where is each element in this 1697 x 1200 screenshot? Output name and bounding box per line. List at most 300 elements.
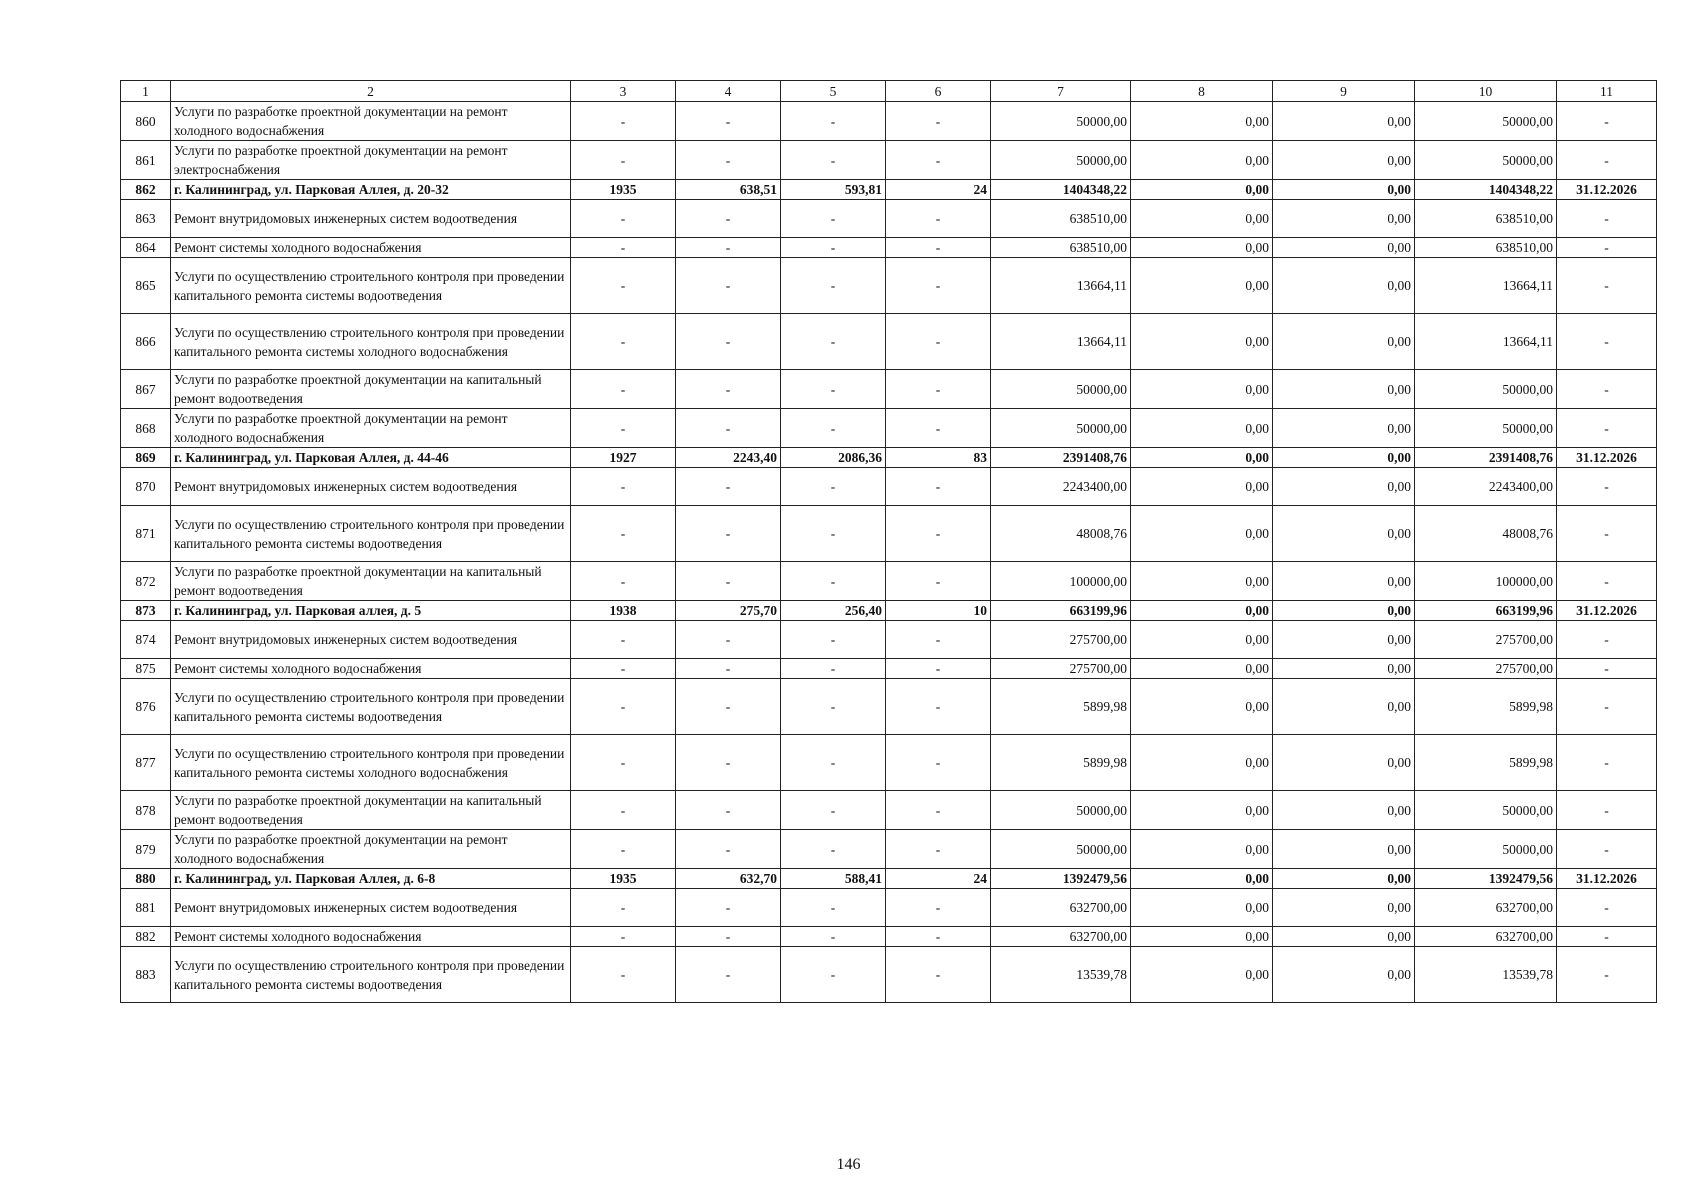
- address-row: [121, 601, 1657, 621]
- col-4-cell: -: [676, 791, 781, 830]
- col-7-cell: 1404348,22: [991, 180, 1131, 200]
- col-8-cell: 0,00: [1131, 659, 1273, 679]
- col-4-cell: -: [676, 238, 781, 258]
- col-10-cell: 638510,00: [1415, 200, 1557, 238]
- table-row: [121, 238, 1657, 258]
- col-4-cell: 2243,40: [676, 448, 781, 468]
- document-page: [120, 80, 1656, 1003]
- col-8-cell: 0,00: [1131, 409, 1273, 448]
- table-row: [121, 679, 1657, 735]
- col-6-cell: -: [886, 791, 991, 830]
- column-header: 9: [1273, 81, 1415, 102]
- row-number-cell: 868: [121, 409, 171, 448]
- item-name-cell: Услуги по осуществлению строительного контроля при проведении капитального ремонта системы холодного водоснабжения: [171, 314, 571, 370]
- col-11-cell: -: [1557, 141, 1657, 180]
- col-7-cell: 638510,00: [991, 238, 1131, 258]
- col-3-cell: -: [571, 679, 676, 735]
- col-11-cell: -: [1557, 659, 1657, 679]
- item-name-cell: Услуги по разработке проектной документации на капитальный ремонт водоотведения: [171, 562, 571, 601]
- item-name-cell: Услуги по разработке проектной документации на ремонт холодного водоснабжения: [171, 830, 571, 869]
- col-6-cell: -: [886, 409, 991, 448]
- col-6-cell: -: [886, 102, 991, 141]
- col-11-cell: -: [1557, 506, 1657, 562]
- col-4-cell: 275,70: [676, 601, 781, 621]
- column-header: 3: [571, 81, 676, 102]
- col-4-cell: -: [676, 830, 781, 869]
- col-10-cell: 275700,00: [1415, 659, 1557, 679]
- col-9-cell: 0,00: [1273, 679, 1415, 735]
- col-11-cell: -: [1557, 927, 1657, 947]
- col-11-cell: -: [1557, 200, 1657, 238]
- item-name-cell: Услуги по осуществлению строительного контроля при проведении капитального ремонта системы водоотведения: [171, 679, 571, 735]
- col-9-cell: 0,00: [1273, 180, 1415, 200]
- col-3-cell: 1935: [571, 180, 676, 200]
- row-number-cell: 872: [121, 562, 171, 601]
- col-6-cell: -: [886, 141, 991, 180]
- col-6-cell: 83: [886, 448, 991, 468]
- row-number-cell: 869: [121, 448, 171, 468]
- table-row: [121, 947, 1657, 1003]
- item-name-cell: Ремонт внутридомовых инженерных систем водоотведения: [171, 889, 571, 927]
- col-3-cell: -: [571, 830, 676, 869]
- col-5-cell: -: [781, 102, 886, 141]
- col-7-cell: 632700,00: [991, 927, 1131, 947]
- col-4-cell: -: [676, 409, 781, 448]
- col-10-cell: 1404348,22: [1415, 180, 1557, 200]
- item-name-cell: Услуги по осуществлению строительного контроля при проведении капитального ремонта системы холодного водоснабжения: [171, 735, 571, 791]
- col-8-cell: 0,00: [1131, 562, 1273, 601]
- col-7-cell: 13664,11: [991, 258, 1131, 314]
- col-8-cell: 0,00: [1131, 947, 1273, 1003]
- item-name-cell: Ремонт внутридомовых инженерных систем водоотведения: [171, 468, 571, 506]
- table-row: [121, 200, 1657, 238]
- column-header: 11: [1557, 81, 1657, 102]
- col-11-cell: -: [1557, 409, 1657, 448]
- col-10-cell: 13664,11: [1415, 258, 1557, 314]
- row-number-cell: 882: [121, 927, 171, 947]
- col-3-cell: -: [571, 141, 676, 180]
- col-5-cell: -: [781, 830, 886, 869]
- col-9-cell: 0,00: [1273, 468, 1415, 506]
- col-10-cell: 50000,00: [1415, 791, 1557, 830]
- col-10-cell: 5899,98: [1415, 679, 1557, 735]
- item-name-cell: Ремонт внутридомовых инженерных систем водоотведения: [171, 200, 571, 238]
- column-header: 2: [171, 81, 571, 102]
- col-5-cell: 588,41: [781, 869, 886, 889]
- column-header: 1: [121, 81, 171, 102]
- address-row: [121, 869, 1657, 889]
- col-10-cell: 50000,00: [1415, 409, 1557, 448]
- col-8-cell: 0,00: [1131, 679, 1273, 735]
- col-4-cell: -: [676, 141, 781, 180]
- item-name-cell: Ремонт внутридомовых инженерных систем водоотведения: [171, 621, 571, 659]
- col-7-cell: 663199,96: [991, 601, 1131, 621]
- col-8-cell: 0,00: [1131, 200, 1273, 238]
- table-row: [121, 409, 1657, 448]
- col-11-cell: -: [1557, 830, 1657, 869]
- item-name-cell: Услуги по разработке проектной документации на ремонт электроснабжения: [171, 141, 571, 180]
- col-10-cell: 13664,11: [1415, 314, 1557, 370]
- col-4-cell: -: [676, 562, 781, 601]
- col-5-cell: -: [781, 947, 886, 1003]
- row-number-cell: 870: [121, 468, 171, 506]
- col-10-cell: 2391408,76: [1415, 448, 1557, 468]
- col-7-cell: 5899,98: [991, 735, 1131, 791]
- col-8-cell: 0,00: [1131, 180, 1273, 200]
- table-row: [121, 791, 1657, 830]
- repair-schedule-table: [120, 80, 1657, 1003]
- col-11-cell: -: [1557, 889, 1657, 927]
- col-5-cell: 593,81: [781, 180, 886, 200]
- col-3-cell: -: [571, 238, 676, 258]
- col-5-cell: -: [781, 735, 886, 791]
- col-11-cell: -: [1557, 947, 1657, 1003]
- row-number-cell: 874: [121, 621, 171, 659]
- col-7-cell: 50000,00: [991, 141, 1131, 180]
- table-row: [121, 102, 1657, 141]
- col-8-cell: 0,00: [1131, 869, 1273, 889]
- col-7-cell: 50000,00: [991, 409, 1131, 448]
- col-7-cell: 2391408,76: [991, 448, 1131, 468]
- col-8-cell: 0,00: [1131, 830, 1273, 869]
- col-9-cell: 0,00: [1273, 409, 1415, 448]
- col-5-cell: -: [781, 506, 886, 562]
- col-7-cell: 638510,00: [991, 200, 1131, 238]
- item-name-cell: Услуги по разработке проектной документации на ремонт холодного водоснабжения: [171, 409, 571, 448]
- table-row: [121, 468, 1657, 506]
- col-9-cell: 0,00: [1273, 927, 1415, 947]
- col-11-cell: 31.12.2026: [1557, 601, 1657, 621]
- column-number-row: [121, 81, 1657, 102]
- col-5-cell: -: [781, 889, 886, 927]
- col-9-cell: 0,00: [1273, 448, 1415, 468]
- col-9-cell: 0,00: [1273, 238, 1415, 258]
- col-9-cell: 0,00: [1273, 889, 1415, 927]
- row-number-cell: 875: [121, 659, 171, 679]
- item-name-cell: Услуги по осуществлению строительного контроля при проведении капитального ремонта системы водоотведения: [171, 258, 571, 314]
- col-6-cell: -: [886, 735, 991, 791]
- col-11-cell: 31.12.2026: [1557, 869, 1657, 889]
- col-8-cell: 0,00: [1131, 889, 1273, 927]
- col-11-cell: -: [1557, 314, 1657, 370]
- col-9-cell: 0,00: [1273, 869, 1415, 889]
- col-9-cell: 0,00: [1273, 141, 1415, 180]
- row-number-cell: 860: [121, 102, 171, 141]
- col-11-cell: -: [1557, 468, 1657, 506]
- col-11-cell: -: [1557, 562, 1657, 601]
- col-8-cell: 0,00: [1131, 258, 1273, 314]
- row-number-cell: 871: [121, 506, 171, 562]
- col-10-cell: 50000,00: [1415, 830, 1557, 869]
- col-6-cell: 24: [886, 869, 991, 889]
- page-number: 146: [836, 1156, 861, 1173]
- col-4-cell: -: [676, 927, 781, 947]
- col-3-cell: -: [571, 621, 676, 659]
- col-7-cell: 275700,00: [991, 621, 1131, 659]
- col-7-cell: 50000,00: [991, 830, 1131, 869]
- col-9-cell: 0,00: [1273, 830, 1415, 869]
- row-number-cell: 873: [121, 601, 171, 621]
- col-6-cell: 24: [886, 180, 991, 200]
- col-4-cell: -: [676, 102, 781, 141]
- col-3-cell: -: [571, 791, 676, 830]
- col-5-cell: -: [781, 562, 886, 601]
- address-row: [121, 448, 1657, 468]
- col-10-cell: 50000,00: [1415, 102, 1557, 141]
- item-name-cell: Ремонт системы холодного водоснабжения: [171, 659, 571, 679]
- col-6-cell: -: [886, 830, 991, 869]
- col-9-cell: 0,00: [1273, 258, 1415, 314]
- col-4-cell: -: [676, 258, 781, 314]
- col-7-cell: 100000,00: [991, 562, 1131, 601]
- col-6-cell: -: [886, 562, 991, 601]
- row-number-cell: 866: [121, 314, 171, 370]
- item-name-cell: Услуги по разработке проектной документации на капитальный ремонт водоотведения: [171, 370, 571, 409]
- col-11-cell: -: [1557, 621, 1657, 659]
- col-5-cell: 256,40: [781, 601, 886, 621]
- col-4-cell: -: [676, 947, 781, 1003]
- row-number-cell: 883: [121, 947, 171, 1003]
- col-11-cell: 31.12.2026: [1557, 180, 1657, 200]
- col-5-cell: -: [781, 141, 886, 180]
- table-row: [121, 314, 1657, 370]
- col-4-cell: -: [676, 506, 781, 562]
- col-8-cell: 0,00: [1131, 448, 1273, 468]
- col-7-cell: 50000,00: [991, 370, 1131, 409]
- col-11-cell: -: [1557, 735, 1657, 791]
- col-6-cell: -: [886, 679, 991, 735]
- column-header: 7: [991, 81, 1131, 102]
- col-5-cell: -: [781, 409, 886, 448]
- col-11-cell: -: [1557, 258, 1657, 314]
- table-row: [121, 621, 1657, 659]
- col-9-cell: 0,00: [1273, 621, 1415, 659]
- col-9-cell: 0,00: [1273, 102, 1415, 141]
- col-3-cell: 1927: [571, 448, 676, 468]
- column-header: 4: [676, 81, 781, 102]
- col-8-cell: 0,00: [1131, 314, 1273, 370]
- col-4-cell: -: [676, 735, 781, 791]
- table-row: [121, 506, 1657, 562]
- row-number-cell: 867: [121, 370, 171, 409]
- col-5-cell: -: [781, 238, 886, 258]
- col-8-cell: 0,00: [1131, 735, 1273, 791]
- col-3-cell: -: [571, 409, 676, 448]
- col-6-cell: -: [886, 506, 991, 562]
- col-10-cell: 13539,78: [1415, 947, 1557, 1003]
- col-6-cell: -: [886, 659, 991, 679]
- col-6-cell: -: [886, 889, 991, 927]
- col-3-cell: -: [571, 889, 676, 927]
- row-number-cell: 862: [121, 180, 171, 200]
- table-row: [121, 830, 1657, 869]
- item-name-cell: Услуги по осуществлению строительного контроля при проведении капитального ремонта системы водоотведения: [171, 947, 571, 1003]
- col-11-cell: -: [1557, 238, 1657, 258]
- col-5-cell: -: [781, 927, 886, 947]
- col-4-cell: -: [676, 621, 781, 659]
- col-11-cell: 31.12.2026: [1557, 448, 1657, 468]
- col-5-cell: -: [781, 370, 886, 409]
- col-7-cell: 50000,00: [991, 102, 1131, 141]
- col-5-cell: -: [781, 791, 886, 830]
- col-5-cell: -: [781, 314, 886, 370]
- col-9-cell: 0,00: [1273, 791, 1415, 830]
- col-5-cell: 2086,36: [781, 448, 886, 468]
- col-6-cell: -: [886, 468, 991, 506]
- col-4-cell: -: [676, 659, 781, 679]
- col-6-cell: 10: [886, 601, 991, 621]
- col-6-cell: -: [886, 258, 991, 314]
- row-number-cell: 864: [121, 238, 171, 258]
- col-3-cell: -: [571, 659, 676, 679]
- col-3-cell: -: [571, 947, 676, 1003]
- item-name-cell: г. Калининград, ул. Парковая Аллея, д. 20-32: [171, 180, 571, 200]
- item-name-cell: г. Калининград, ул. Парковая аллея, д. 5: [171, 601, 571, 621]
- table-row: [121, 889, 1657, 927]
- col-9-cell: 0,00: [1273, 200, 1415, 238]
- table-row: [121, 370, 1657, 409]
- col-7-cell: 50000,00: [991, 791, 1131, 830]
- col-6-cell: -: [886, 314, 991, 370]
- col-4-cell: -: [676, 370, 781, 409]
- row-number-cell: 863: [121, 200, 171, 238]
- col-9-cell: 0,00: [1273, 659, 1415, 679]
- col-8-cell: 0,00: [1131, 370, 1273, 409]
- column-header: 6: [886, 81, 991, 102]
- item-name-cell: Услуги по разработке проектной документации на капитальный ремонт водоотведения: [171, 791, 571, 830]
- item-name-cell: Услуги по осуществлению строительного контроля при проведении капитального ремонта системы водоотведения: [171, 506, 571, 562]
- col-5-cell: -: [781, 659, 886, 679]
- item-name-cell: Услуги по разработке проектной документации на ремонт холодного водоснабжения: [171, 102, 571, 141]
- col-8-cell: 0,00: [1131, 601, 1273, 621]
- col-7-cell: 1392479,56: [991, 869, 1131, 889]
- col-9-cell: 0,00: [1273, 506, 1415, 562]
- row-number-cell: 861: [121, 141, 171, 180]
- row-number-cell: 865: [121, 258, 171, 314]
- col-8-cell: 0,00: [1131, 468, 1273, 506]
- column-header: 10: [1415, 81, 1557, 102]
- col-9-cell: 0,00: [1273, 314, 1415, 370]
- col-7-cell: 632700,00: [991, 889, 1131, 927]
- item-name-cell: г. Калининград, ул. Парковая Аллея, д. 44-46: [171, 448, 571, 468]
- col-10-cell: 100000,00: [1415, 562, 1557, 601]
- item-name-cell: Ремонт системы холодного водоснабжения: [171, 927, 571, 947]
- col-10-cell: 1392479,56: [1415, 869, 1557, 889]
- col-10-cell: 48008,76: [1415, 506, 1557, 562]
- col-8-cell: 0,00: [1131, 506, 1273, 562]
- item-name-cell: г. Калининград, ул. Парковая Аллея, д. 6-8: [171, 869, 571, 889]
- col-3-cell: -: [571, 102, 676, 141]
- col-6-cell: -: [886, 370, 991, 409]
- row-number-cell: 880: [121, 869, 171, 889]
- col-7-cell: 13664,11: [991, 314, 1131, 370]
- col-5-cell: -: [781, 468, 886, 506]
- col-9-cell: 0,00: [1273, 735, 1415, 791]
- col-6-cell: -: [886, 238, 991, 258]
- col-10-cell: 5899,98: [1415, 735, 1557, 791]
- col-5-cell: -: [781, 679, 886, 735]
- col-7-cell: 2243400,00: [991, 468, 1131, 506]
- col-9-cell: 0,00: [1273, 562, 1415, 601]
- col-10-cell: 2243400,00: [1415, 468, 1557, 506]
- table-row: [121, 735, 1657, 791]
- col-8-cell: 0,00: [1131, 141, 1273, 180]
- col-7-cell: 13539,78: [991, 947, 1131, 1003]
- row-number-cell: 877: [121, 735, 171, 791]
- table-row: [121, 927, 1657, 947]
- col-3-cell: -: [571, 506, 676, 562]
- col-8-cell: 0,00: [1131, 927, 1273, 947]
- row-number-cell: 879: [121, 830, 171, 869]
- col-5-cell: -: [781, 621, 886, 659]
- col-7-cell: 275700,00: [991, 659, 1131, 679]
- col-11-cell: -: [1557, 102, 1657, 141]
- col-10-cell: 50000,00: [1415, 141, 1557, 180]
- table-row: [121, 562, 1657, 601]
- col-4-cell: 638,51: [676, 180, 781, 200]
- col-6-cell: -: [886, 621, 991, 659]
- col-8-cell: 0,00: [1131, 238, 1273, 258]
- col-5-cell: -: [781, 258, 886, 314]
- col-9-cell: 0,00: [1273, 601, 1415, 621]
- col-3-cell: -: [571, 200, 676, 238]
- col-4-cell: -: [676, 889, 781, 927]
- col-10-cell: 663199,96: [1415, 601, 1557, 621]
- col-4-cell: -: [676, 679, 781, 735]
- col-3-cell: 1935: [571, 869, 676, 889]
- address-row: [121, 180, 1657, 200]
- col-9-cell: 0,00: [1273, 947, 1415, 1003]
- col-10-cell: 50000,00: [1415, 370, 1557, 409]
- table-row: [121, 659, 1657, 679]
- col-4-cell: 632,70: [676, 869, 781, 889]
- col-8-cell: 0,00: [1131, 791, 1273, 830]
- col-5-cell: -: [781, 200, 886, 238]
- col-4-cell: -: [676, 468, 781, 506]
- table-row: [121, 258, 1657, 314]
- row-number-cell: 878: [121, 791, 171, 830]
- col-8-cell: 0,00: [1131, 102, 1273, 141]
- col-10-cell: 638510,00: [1415, 238, 1557, 258]
- column-header: 8: [1131, 81, 1273, 102]
- col-3-cell: -: [571, 258, 676, 314]
- col-3-cell: -: [571, 468, 676, 506]
- col-11-cell: -: [1557, 791, 1657, 830]
- col-3-cell: 1938: [571, 601, 676, 621]
- col-7-cell: 5899,98: [991, 679, 1131, 735]
- row-number-cell: 881: [121, 889, 171, 927]
- col-3-cell: -: [571, 370, 676, 409]
- col-7-cell: 48008,76: [991, 506, 1131, 562]
- column-header: 5: [781, 81, 886, 102]
- col-11-cell: -: [1557, 370, 1657, 409]
- col-4-cell: -: [676, 200, 781, 238]
- col-3-cell: -: [571, 735, 676, 791]
- table-row: [121, 141, 1657, 180]
- col-6-cell: -: [886, 947, 991, 1003]
- col-3-cell: -: [571, 314, 676, 370]
- item-name-cell: Ремонт системы холодного водоснабжения: [171, 238, 571, 258]
- col-8-cell: 0,00: [1131, 621, 1273, 659]
- col-10-cell: 632700,00: [1415, 889, 1557, 927]
- col-3-cell: -: [571, 562, 676, 601]
- row-number-cell: 876: [121, 679, 171, 735]
- col-3-cell: -: [571, 927, 676, 947]
- col-11-cell: -: [1557, 679, 1657, 735]
- col-10-cell: 632700,00: [1415, 927, 1557, 947]
- col-6-cell: -: [886, 927, 991, 947]
- col-6-cell: -: [886, 200, 991, 238]
